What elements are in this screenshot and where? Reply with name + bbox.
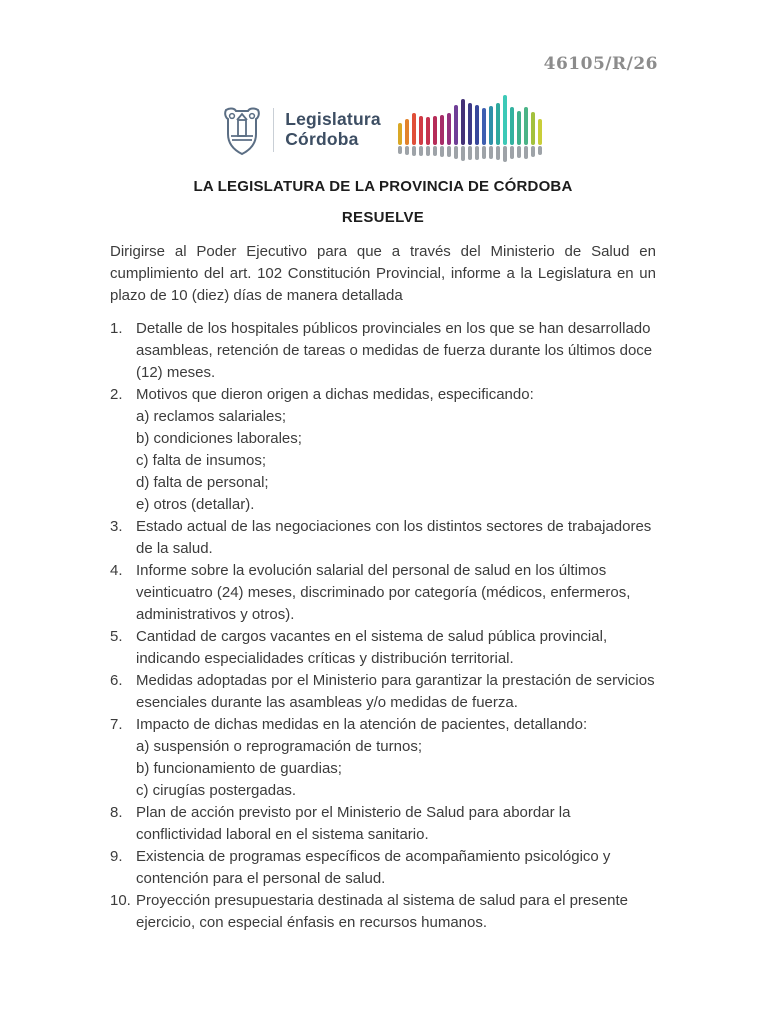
subitem-line: c) cirugías postergadas. <box>136 782 297 799</box>
logo-bar <box>398 123 402 154</box>
reference-number: 46105/R/26 <box>543 54 658 74</box>
logo-divider <box>273 108 274 152</box>
logo-bar <box>454 105 458 159</box>
list-item <box>110 670 656 714</box>
list-item <box>110 318 656 384</box>
logo-bar <box>503 95 507 162</box>
list-item <box>110 802 656 846</box>
list-item <box>110 714 656 802</box>
item-number: 8. <box>110 804 123 821</box>
legislatura-cordoba-logo <box>0 94 764 166</box>
subitem-line: a) suspensión o reprogramación de turnos; <box>136 738 422 755</box>
logo-bar <box>412 113 416 156</box>
item-number: 6. <box>110 672 123 689</box>
item-number: 5. <box>110 628 123 645</box>
item-text: Proyección presupuestaria destinada al sistema de salud para el presente ejercicio, con especial énfasis en recursos humanos. <box>136 892 628 931</box>
item-text: Impacto de dichas medidas en la atención de pacientes, detallando: <box>136 716 588 733</box>
logo-bar <box>426 117 430 156</box>
document-body <box>110 178 656 934</box>
logo-text-line1: Legislatura <box>285 109 381 130</box>
item-text: Existencia de programas específicos de acompañamiento psicológico y contención para el personal de salud. <box>136 848 611 887</box>
list-item <box>110 626 656 670</box>
logo-text-line2: Córdoba <box>285 129 359 149</box>
logo-bar <box>419 116 423 156</box>
logo-bar <box>461 99 465 161</box>
subitem-line: a) reclamos salariales; <box>136 408 287 425</box>
item-text: Detalle de los hospitales públicos provinciales en los que se han desarrollado asambleas, retención de tareas o medidas de fuerza durante los últimos doce (12) meses. <box>136 320 653 381</box>
logo-wordmark <box>285 110 381 149</box>
logo-bar <box>405 119 409 155</box>
coat-of-arms-icon <box>222 104 262 156</box>
item-text: Medidas adoptadas por el Ministerio para garantizar la prestación de servicios esenciales durante las asambleas y/o medidas de fuerza. <box>136 672 655 711</box>
resolution-items-list <box>110 318 656 934</box>
logo-bar <box>468 103 472 160</box>
item-number: 9. <box>110 848 123 865</box>
item-text: Motivos que dieron origen a dichas medidas, especificando: <box>136 386 534 403</box>
subitem-line: d) falta de personal; <box>136 474 269 491</box>
logo-bars-graphic <box>398 95 542 165</box>
document-title: LA LEGISLATURA DE LA PROVINCIA DE CÓRDOBA <box>193 178 573 195</box>
logo-bar <box>524 107 528 159</box>
subitem-line: b) funcionamiento de guardias; <box>136 760 342 777</box>
logo-bar <box>496 103 500 160</box>
intro-paragraph: Dirigirse al Poder Ejecutivo para que a través del Ministerio de Salud en cumplimiento del art. 102 Constitución Provincial, informe a la Legislatura en un plazo de 10 (diez) días de manera detallada <box>110 243 656 304</box>
logo-bar <box>489 106 493 159</box>
logo-bar <box>531 112 535 157</box>
logo-bar <box>538 119 542 155</box>
item-text: Cantidad de cargos vacantes en el sistema de salud pública provincial, indicando especialidades críticas y distribución territorial. <box>136 628 608 667</box>
list-item <box>110 560 656 626</box>
subitem-line: c) falta de insumos; <box>136 452 267 469</box>
item-text: Plan de acción previsto por el Ministerio de Salud para abordar la conflictividad laboral en el sistema sanitario. <box>136 804 571 843</box>
list-item <box>110 516 656 560</box>
item-number: 4. <box>110 562 123 579</box>
logo-bar <box>440 115 444 157</box>
logo-bar <box>447 113 451 157</box>
document-subtitle: RESUELVE <box>341 209 425 226</box>
item-number: 3. <box>110 518 123 535</box>
list-item <box>110 846 656 890</box>
list-item <box>110 384 656 516</box>
item-text: Informe sobre la evolución salarial del personal de salud en los últimos veinticuatro (24) meses, discriminado por categoría (médicos, enfermeros, administrativos y otros). <box>136 562 631 623</box>
item-text: Estado actual de las negociaciones con los distintos sectores de trabajadores de la salud. <box>136 518 652 557</box>
logo-bar <box>517 111 521 158</box>
list-item <box>110 890 656 934</box>
subitem-line: b) condiciones laborales; <box>136 430 302 447</box>
logo-bar <box>475 105 479 160</box>
item-number: 1. <box>110 320 123 337</box>
item-number: 2. <box>110 386 123 403</box>
logo-bar <box>433 116 437 156</box>
logo-bar <box>510 107 514 159</box>
subitem-line: e) otros (detallar). <box>136 496 255 513</box>
item-number: 7. <box>110 716 123 733</box>
item-number: 10. <box>110 892 131 909</box>
logo-bar <box>482 108 486 159</box>
